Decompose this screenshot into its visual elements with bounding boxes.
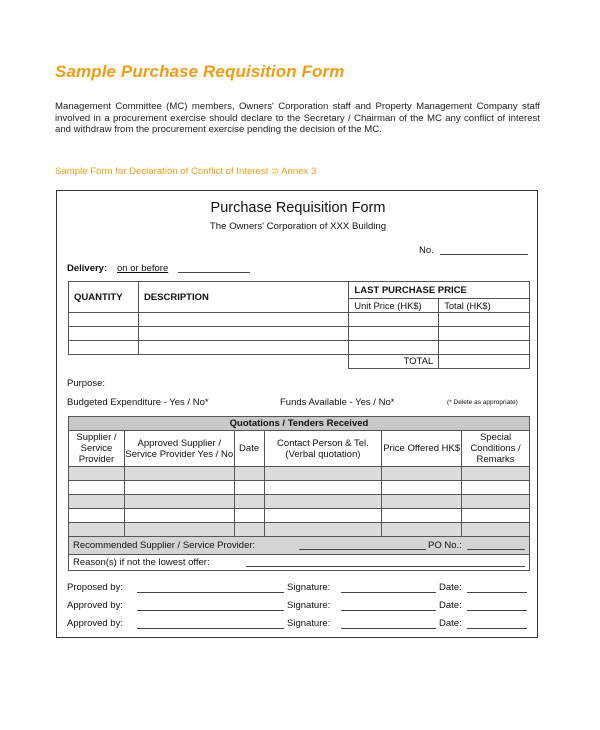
contact-person-header: Contact Person & Tel. (Verbal quotation) bbox=[264, 431, 382, 467]
date-header: Date bbox=[234, 431, 264, 467]
requisition-form bbox=[56, 190, 538, 638]
items-table bbox=[68, 281, 530, 369]
signature-field[interactable] bbox=[341, 592, 436, 593]
quotations-header: Quotations / Tenders Received bbox=[69, 417, 530, 431]
date-field[interactable] bbox=[467, 592, 527, 593]
date-label: Date: bbox=[439, 600, 462, 611]
form-subheading: Sample Form for Declaration of Conflict of Interest ⊃ Annex 3 bbox=[55, 166, 317, 177]
delivery-value: on or before bbox=[117, 263, 169, 274]
date-field[interactable] bbox=[467, 628, 527, 629]
special-conditions-header: Special Conditions / Remarks bbox=[462, 431, 530, 467]
date-label: Date: bbox=[439, 582, 462, 593]
no-field[interactable] bbox=[440, 254, 528, 255]
approved-by-field[interactable] bbox=[137, 610, 284, 611]
no-label: No. bbox=[419, 245, 434, 256]
funds-available: Funds Available - Yes / No* bbox=[280, 397, 395, 408]
table-row[interactable] bbox=[69, 341, 530, 355]
delete-note: (* Delete as appropriate) bbox=[447, 399, 518, 406]
recommended-supplier-field[interactable] bbox=[299, 549, 426, 550]
supplier-header: Supplier / Service Provider bbox=[69, 431, 125, 467]
delivery-label: Delivery: bbox=[67, 263, 108, 274]
delivery-date-field[interactable] bbox=[178, 272, 250, 273]
table-row[interactable] bbox=[69, 467, 530, 481]
po-no-label: PO No.: bbox=[428, 540, 462, 551]
date-field[interactable] bbox=[467, 610, 527, 611]
purpose-label: Purpose: bbox=[67, 378, 106, 389]
approved-by-label: Approved by: bbox=[67, 600, 123, 611]
approved-by-label: Approved by: bbox=[67, 618, 123, 629]
total-row bbox=[69, 355, 530, 369]
reason-row bbox=[69, 555, 530, 571]
budgeted-expenditure: Budgeted Expenditure - Yes / No* bbox=[67, 397, 209, 408]
quantity-header: QUANTITY bbox=[69, 282, 139, 313]
table-row[interactable] bbox=[69, 509, 530, 523]
total-value-field[interactable] bbox=[439, 355, 530, 369]
recommended-supplier-label: Recommended Supplier / Service Provider: bbox=[73, 540, 256, 551]
form-title: Purchase Requisition Form bbox=[210, 200, 386, 216]
table-row[interactable] bbox=[69, 481, 530, 495]
table-row[interactable] bbox=[69, 327, 530, 341]
approved-supplier-header: Approved Supplier / Service Provider Yes / No bbox=[124, 431, 234, 467]
intro-paragraph: Management Committee (MC) members, Owners' Corporation staff and Property Management Company staff involved in a procurement exercise should declare to the Secretary / Chairman of the MC any conflict of interest and withdraw from the procurement exercise pending the decision of the MC. bbox=[55, 101, 540, 136]
approved-by-field[interactable] bbox=[137, 628, 284, 629]
signature-field[interactable] bbox=[341, 610, 436, 611]
proposed-by-field[interactable] bbox=[137, 592, 284, 593]
table-row[interactable] bbox=[69, 313, 530, 327]
document-title: Sample Purchase Requisition Form bbox=[55, 62, 345, 81]
table-row[interactable] bbox=[69, 523, 530, 537]
signature-label: Signature: bbox=[287, 600, 331, 611]
po-no-field[interactable] bbox=[467, 549, 525, 550]
total-label: TOTAL bbox=[349, 355, 439, 369]
unit-price-header: Unit Price (HK$) bbox=[349, 299, 439, 313]
signature-field[interactable] bbox=[341, 628, 436, 629]
last-purchase-price-header: LAST PURCHASE PRICE bbox=[349, 282, 530, 299]
signature-label: Signature: bbox=[287, 582, 331, 593]
quotations-table bbox=[68, 416, 530, 571]
proposed-by-label: Proposed by: bbox=[67, 582, 123, 593]
form-subtitle: The Owners' Corporation of XXX Building bbox=[209, 221, 387, 232]
signature-label: Signature: bbox=[287, 618, 331, 629]
price-offered-header: Price Offered HK$ bbox=[382, 431, 462, 467]
description-header: DESCRIPTION bbox=[138, 282, 348, 313]
recommended-row bbox=[69, 537, 530, 555]
reason-label: Reason(s) if not the lowest offer: bbox=[73, 557, 210, 568]
reason-field[interactable] bbox=[246, 566, 525, 567]
total-hk-header: Total (HK$) bbox=[439, 299, 530, 313]
date-label: Date: bbox=[439, 618, 462, 629]
table-row[interactable] bbox=[69, 495, 530, 509]
